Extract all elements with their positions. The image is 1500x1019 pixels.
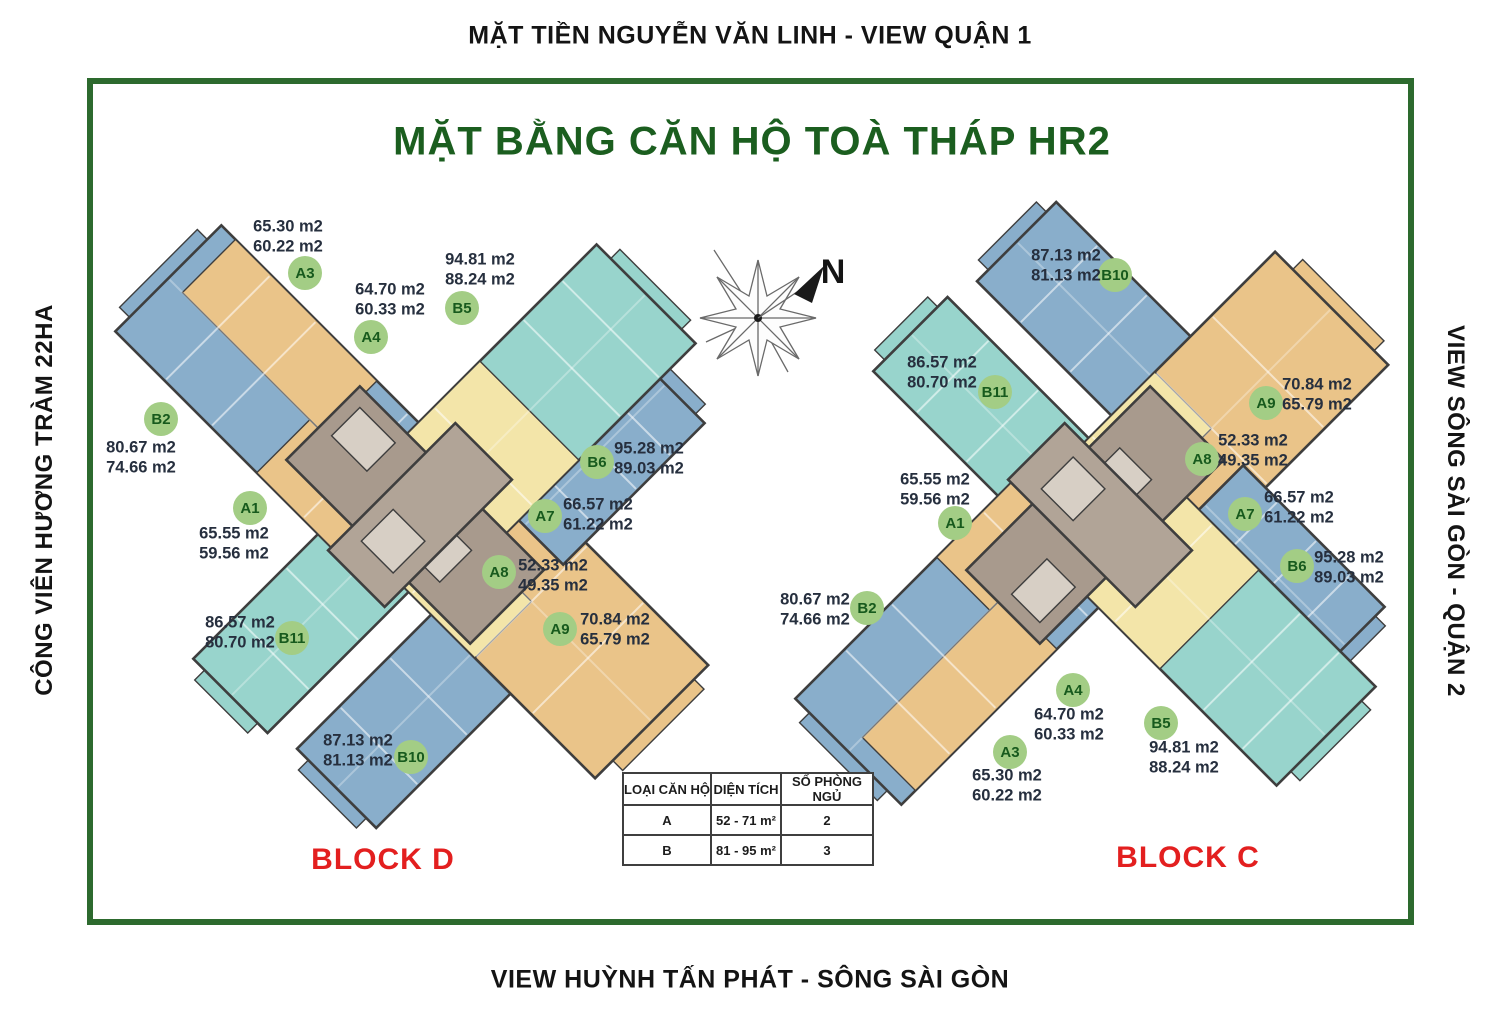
unit-badge-d-a3: A3	[288, 256, 322, 290]
unit-badge-d-a1: A1	[233, 491, 267, 525]
unit-area-line: 61.22 m2	[563, 515, 633, 533]
unit-badge-c-a7: A7	[1228, 497, 1262, 531]
unit-area-c-a9	[1282, 376, 1352, 415]
unit-area-line: 61.22 m2	[1264, 508, 1334, 526]
unit-area-c-b2	[780, 591, 850, 630]
unit-area-line: 49.35 m2	[518, 576, 588, 594]
legend-header-bedrooms: SỐ PHÒNG NGỦ	[781, 773, 873, 805]
unit-area-line: 80.67 m2	[780, 590, 850, 609]
unit-area-line: 89.03 m2	[614, 459, 684, 477]
unit-area-c-b11	[907, 354, 977, 393]
unit-area-line: 66.57 m2	[1264, 488, 1334, 507]
unit-area-c-a3	[972, 767, 1042, 806]
legend-cell-bedrooms-a: 2	[781, 805, 873, 835]
unit-area-line: 81.13 m2	[1031, 266, 1101, 284]
unit-badge-c-a4: A4	[1056, 673, 1090, 707]
block-d-label: BLOCK D	[311, 843, 455, 876]
unit-area-d-b6	[614, 440, 684, 479]
unit-area-line: 87.13 m2	[1031, 246, 1101, 265]
unit-area-line: 80.67 m2	[106, 438, 176, 457]
legend-header-row	[623, 773, 873, 805]
unit-area-line: 60.22 m2	[253, 237, 323, 255]
unit-area-line: 65.55 m2	[900, 470, 970, 489]
unit-area-line: 86.57 m2	[205, 613, 275, 632]
unit-area-c-b5	[1149, 739, 1219, 778]
unit-badge-d-b6: B6	[580, 445, 614, 479]
unit-area-line: 66.57 m2	[563, 495, 633, 514]
legend-header-type: LOẠI CĂN HỘ	[623, 773, 711, 805]
unit-badge-d-a7: A7	[528, 499, 562, 533]
unit-area-line: 65.30 m2	[972, 766, 1042, 785]
unit-area-line: 65.79 m2	[1282, 395, 1352, 413]
legend-cell-bedrooms-b: 3	[781, 835, 873, 865]
unit-area-line: 49.35 m2	[1218, 451, 1288, 469]
legend-row-a	[623, 805, 873, 835]
unit-area-line: 70.84 m2	[580, 610, 650, 629]
legend-cell-area-a: 52 - 71 m²	[711, 805, 781, 835]
unit-badge-c-a9: A9	[1249, 386, 1283, 420]
bottom-street-label: VIEW HUỲNH TẤN PHÁT - SÔNG SÀI GÒN	[490, 965, 1010, 994]
unit-badge-c-b2: B2	[850, 591, 884, 625]
unit-area-line: 94.81 m2	[1149, 738, 1219, 757]
unit-area-line: 60.33 m2	[1034, 725, 1104, 743]
unit-area-line: 94.81 m2	[445, 250, 515, 269]
unit-area-d-b5	[445, 251, 515, 290]
unit-area-line: 95.28 m2	[1314, 548, 1384, 567]
unit-area-c-a8	[1218, 432, 1288, 471]
legend-header-area: DIỆN TÍCH	[711, 773, 781, 805]
unit-area-d-a9	[580, 611, 650, 650]
unit-area-d-a7	[563, 496, 633, 535]
block-c-label: BLOCK C	[1116, 841, 1260, 874]
unit-area-line: 65.30 m2	[253, 217, 323, 236]
unit-area-line: 64.70 m2	[1034, 705, 1104, 724]
unit-area-line: 60.33 m2	[355, 300, 425, 318]
unit-badge-c-b5: B5	[1144, 706, 1178, 740]
unit-badge-d-b2: B2	[144, 402, 178, 436]
right-street-label: VIEW SÔNG SÀI GÒN - QUẬN 2	[1442, 325, 1469, 697]
unit-badge-d-b10: B10	[394, 740, 428, 774]
unit-badge-d-a9: A9	[543, 612, 577, 646]
unit-badge-c-b10: B10	[1098, 258, 1132, 292]
unit-badge-c-b11: B11	[978, 375, 1012, 409]
unit-badge-c-a1: A1	[938, 506, 972, 540]
unit-area-line: 60.22 m2	[972, 786, 1042, 804]
left-street-label: CÔNG VIÊN HƯƠNG TRÀM 22HA	[31, 304, 58, 696]
legend-row-b	[623, 835, 873, 865]
unit-badge-c-b6: B6	[1280, 549, 1314, 583]
unit-area-line: 87.13 m2	[323, 731, 393, 750]
unit-badge-d-b5: B5	[445, 291, 479, 325]
unit-area-line: 80.70 m2	[205, 633, 275, 651]
unit-area-line: 59.56 m2	[900, 490, 970, 508]
unit-badge-c-a8: A8	[1185, 442, 1219, 476]
unit-badge-c-a3: A3	[993, 735, 1027, 769]
legend-cell-type-b: B	[623, 835, 711, 865]
unit-area-line: 65.79 m2	[580, 630, 650, 648]
unit-area-line: 70.84 m2	[1282, 375, 1352, 394]
unit-area-line: 74.66 m2	[106, 458, 176, 476]
unit-area-d-b11	[205, 614, 275, 653]
unit-area-d-a3	[253, 218, 323, 257]
unit-area-d-a8	[518, 557, 588, 596]
unit-area-c-a1	[900, 471, 970, 510]
unit-area-d-a4	[355, 281, 425, 320]
unit-badge-d-a8: A8	[482, 555, 516, 589]
unit-area-line: 59.56 m2	[199, 544, 269, 562]
unit-area-line: 52.33 m2	[518, 556, 588, 575]
north-label: N	[820, 253, 846, 291]
unit-area-line: 89.03 m2	[1314, 568, 1384, 586]
unit-badge-d-a4: A4	[354, 320, 388, 354]
unit-area-line: 74.66 m2	[780, 610, 850, 628]
unit-area-c-a7	[1264, 489, 1334, 528]
legend-cell-area-b: 81 - 95 m²	[711, 835, 781, 865]
unit-area-d-a1	[199, 525, 269, 564]
unit-area-c-a4	[1034, 706, 1104, 745]
unit-area-line: 65.55 m2	[199, 524, 269, 543]
unit-area-line: 52.33 m2	[1218, 431, 1288, 450]
unit-area-line: 81.13 m2	[323, 751, 393, 769]
unit-area-d-b10	[323, 732, 393, 771]
compass-icon	[700, 250, 845, 376]
unit-area-line: 64.70 m2	[355, 280, 425, 299]
unit-area-d-b2	[106, 439, 176, 478]
page-title: MẶT BẰNG CĂN HỘ TOÀ THÁP HR2	[393, 119, 1111, 164]
unit-area-line: 86.57 m2	[907, 353, 977, 372]
unit-area-line: 95.28 m2	[614, 439, 684, 458]
unit-badge-d-b11: B11	[275, 621, 309, 655]
unit-area-line: 88.24 m2	[1149, 758, 1219, 776]
unit-area-line: 88.24 m2	[445, 270, 515, 288]
unit-area-c-b10	[1031, 247, 1101, 286]
north-arrow-icon	[794, 266, 824, 303]
unit-area-c-b6	[1314, 549, 1384, 588]
top-street-label: MẶT TIỀN NGUYỄN VĂN LINH - VIEW QUẬN 1	[468, 21, 1032, 50]
legend-table	[622, 772, 874, 866]
legend-cell-type-a: A	[623, 805, 711, 835]
unit-area-line: 80.70 m2	[907, 373, 977, 391]
